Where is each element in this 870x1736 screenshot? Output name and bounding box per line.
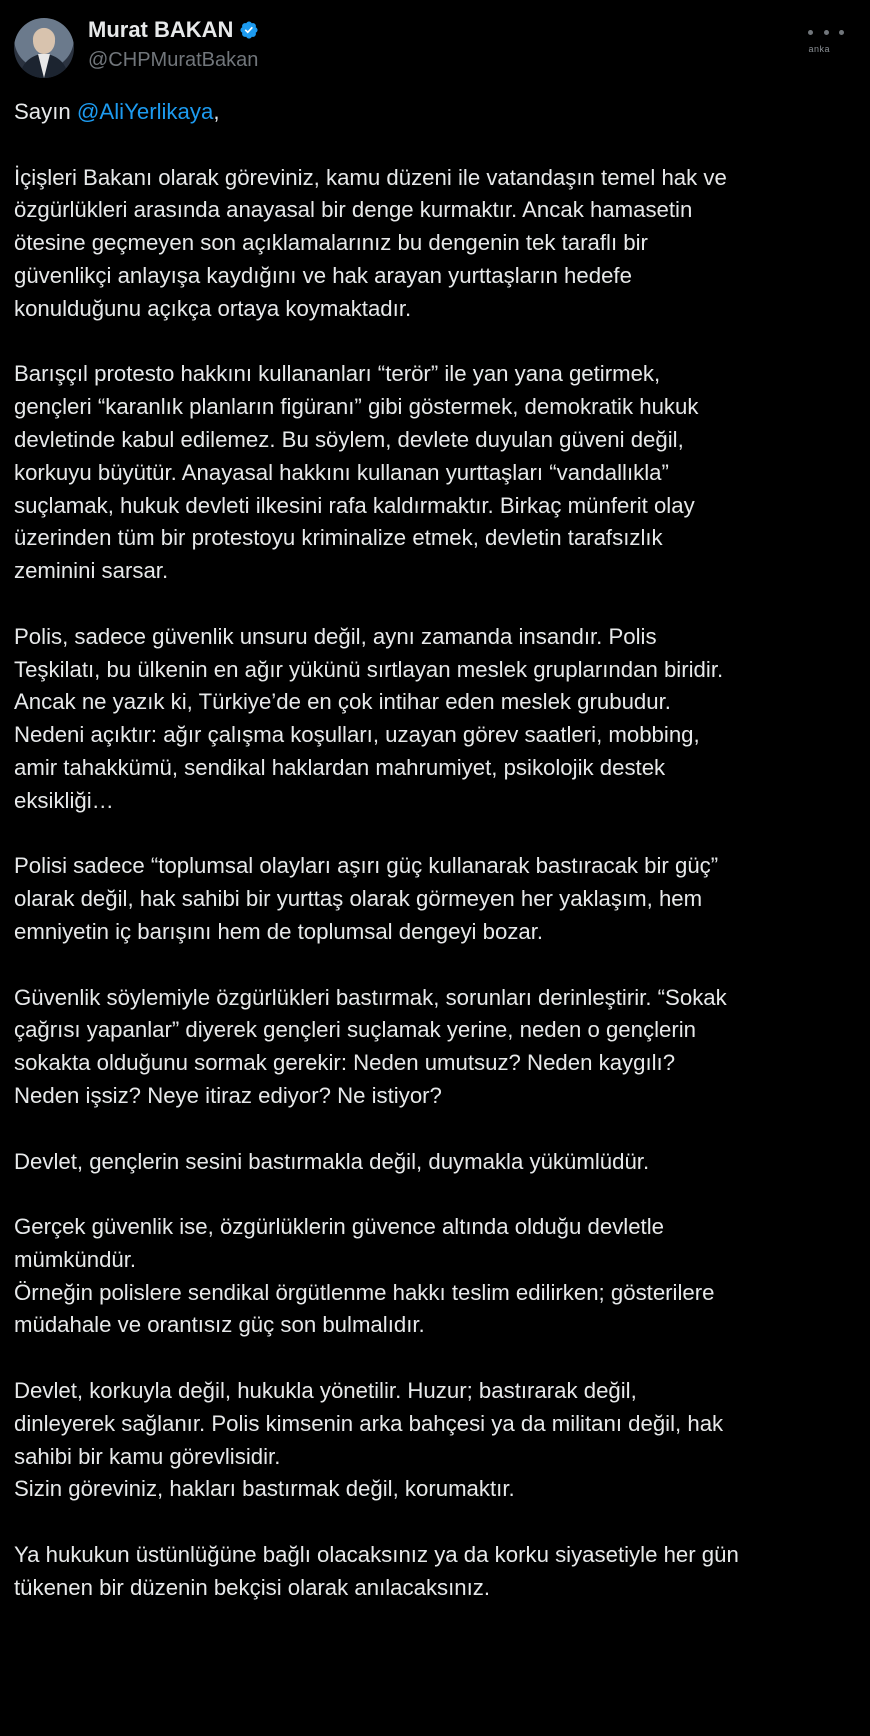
greeting-suffix: , [213,99,220,124]
greeting-paragraph [14,96,852,129]
avatar[interactable] [14,18,74,78]
paragraph: Devlet, korkuyla değil, hukukla yönetilir. Huzur; bastırarak değil, dinleyerek sağlanır. Polis kimsenin arka bahçesi ya da militanı değil, hak sahibi bir kamu görevlisidir. Sizin göreviniz, hakları bastırmak değil, korumaktır. [14,1378,724,1502]
greeting-prefix: Sayın [14,99,77,124]
paragraph: Polis, sadece güvenlik unsuru değil, aynı zamanda insandır. Polis Teşkilatı, bu ülkenin en ağır yükünü sırtlayan meslek gruplarından biridir. Ancak ne yazık ki, Türkiye’de en çok intihar eden meslek grubudur. Nedeni açıktır: ağır çalışma koşulları, uzayan görev saatleri, mobbing, amir tahakkümü, sendikal haklardan mahrumiyet, psikolojik destek eksikliği… [14,623,724,813]
more-dot [839,30,844,35]
paragraph: İçişleri Bakanı olarak göreviniz, kamu düzeni ile vatandaşın temel hak ve özgürlükleri arasında anayasal bir denge kurmaktır. Ancak hamasetin ötesine geçmeyen son açıklamalarınız bu dengenin tek taraflı bir güvenlikçi anlayışa kaydığını ve hak arayan yurttaşların hedefe konulduğunu açıkça ortaya koymaktadır. [14,164,727,321]
author-display-name[interactable]: Murat BAKAN [88,17,234,42]
paragraph: Devlet, gençlerin sesini bastırmakla değil, duymakla yükümlüdür. [14,1148,650,1174]
author-handle[interactable]: @CHPMuratBakan [88,49,259,71]
name-row [88,16,259,44]
paragraph: Barışçıl protesto hakkını kullananları “terör” ile yan yana getirmek, gençleri “karanlık planların figüranı” gibi göstermek, demokratik hukuk devletinde kabul edilemez. Bu söylem, devlete duyulan güveni değil, korkuyu büyütür. Anayasal hakkını kullanan yurttaşları “vandallıkla” suçlamak, hukuk devleti ilkesini rafa kaldırmaktır. Birkaç münferit olay üzerinden tüm bir protestoyu kriminalize etmek, devletin tarafsızlık zeminini sarsar. [14,361,699,584]
paragraph: Gerçek güvenlik ise, özgürlüklerin güvence altında olduğu devletle mümkündür. Örneğin polislere sendikal örgütlenme hakkı teslim edilirken; gösterilere müdahale ve orantısız güç son bulmalıdır. [14,1214,715,1338]
mention-link[interactable]: @AliYerlikaya [76,99,214,124]
author-identity [88,16,259,74]
paragraph: Güvenlik söylemiyle özgürlükleri bastırmak, sorunları derinleştirir. “Sokak çağrısı yapanlar” diyerek gençleri suçlamak yerine, neden o gençlerin sokakta olduğunu sormak gerekir: Neden umutsuz? Neden kaygılı? Neden işsiz? Neye itiraz ediyor? Ne istiyor? [14,984,727,1108]
paragraph: Polisi sadece “toplumsal olayları aşırı güç kullanarak bastıracak bir güç” olarak değil, hak sahibi bir yurttaş olarak görmeyen her yaklaşım, hem emniyetin iç barışını hem de toplumsal dengeyi bozar. [14,853,719,944]
tweet-body [14,96,852,1605]
tweet-header [14,0,852,96]
more-dot [824,30,829,35]
more-dot [808,30,813,35]
watermark: anka [808,44,830,54]
verified-badge-icon [239,20,259,40]
more-options-icon[interactable] [808,22,844,42]
avatar-face [33,28,55,54]
paragraph: Ya hukukun üstünlüğüne bağlı olacaksınız ya da korku siyasetiyle her gün tükenen bir düzenin bekçisi olarak anılacaksınız. [14,1542,739,1600]
